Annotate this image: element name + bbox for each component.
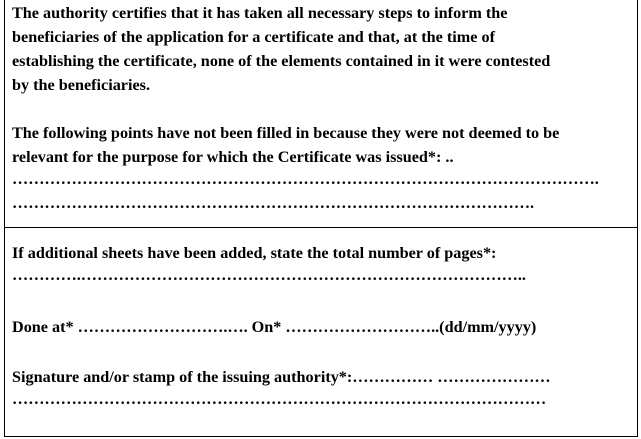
done-at-on-line: Done at* ……………………….…. On* ………………………..(dd/mm/yyyy) bbox=[12, 318, 537, 336]
certificate-form-box bbox=[4, 0, 638, 437]
certification-line-3: establishing the certificate, none of the elements contained in it were contested bbox=[12, 52, 551, 70]
not-filled-line-2: relevant for the purpose for which the Certificate was issued*: .. bbox=[12, 148, 454, 166]
certification-line-4: by the beneficiaries. bbox=[12, 76, 151, 94]
additional-sheets-label: If additional sheets have been added, state the total number of pages*: bbox=[12, 244, 497, 262]
not-filled-line-1: The following points have not been filled in because they were not deemed to be bbox=[12, 124, 560, 142]
signature-dotted-line: ……………………………………………………………………………………… bbox=[12, 390, 547, 408]
section-divider bbox=[5, 227, 637, 228]
certification-line-2: beneficiaries of the application for a certificate and that, at the time of bbox=[12, 28, 495, 46]
signature-stamp-line: Signature and/or stamp of the issuing authority*:…………… ………………… bbox=[12, 368, 551, 386]
not-filled-dotted-line-2: ……………………………………………………………………………………. bbox=[12, 194, 535, 212]
certification-line-1: The authority certifies that it has taken all necessary steps to inform the bbox=[12, 4, 508, 22]
additional-sheets-dotted-line: ………….……………………………………………………………………….. bbox=[12, 266, 526, 284]
not-filled-dotted-line-1: ………………………………………………………………………………………………. bbox=[12, 170, 599, 188]
